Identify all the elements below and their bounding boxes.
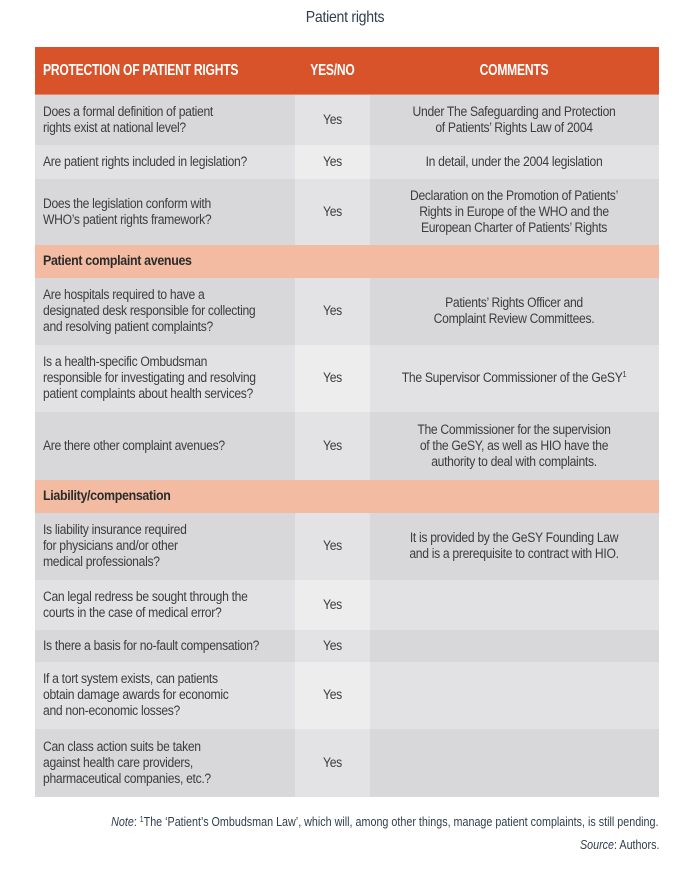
column-header-yes-no: YES/NO [295,47,370,95]
answer-cell: Yes [295,580,370,630]
table-row [35,513,659,580]
table-row [35,179,659,245]
section-title: Patient complaint avenues [35,245,659,278]
question-cell: Can class action suits be taken against health care providers, pharmaceutical companies, etc.? [35,729,295,797]
table-row [35,278,659,345]
note-label: Note [111,815,135,829]
comment-cell [370,630,659,662]
question-cell: Is liability insurance required for physicians and/or other medical professionals? [35,513,295,580]
section-row-liability [35,480,659,513]
question-cell: Is a health-specific Ombudsman responsible for investigating and resolving patient complaints about health services? [35,345,295,412]
column-header-comments: COMMENTS [370,47,659,95]
note-footnote-marker: 1 [140,815,145,824]
answer-cell: Yes [295,513,370,580]
comment-cell [370,345,659,412]
question-cell: Are hospitals required to have a designated desk responsible for collecting and resolving patient complaints? [35,278,295,345]
comment-cell: Under The Safeguarding and Protection of Patients’ Rights Law of 2004 [370,95,659,145]
comment-cell [370,580,659,630]
table-row [35,145,659,179]
answer-cell: Yes [295,95,370,145]
table-row [35,630,659,662]
footnote-marker: 1 [622,370,627,379]
answer-cell: Yes [295,145,370,179]
comment-cell: The Commissioner for the supervision of the GeSY, as well as HIO have the authority to deal with complaints. [370,412,659,480]
comment-cell: Patients’ Rights Officer and Complaint Review Committees. [370,278,659,345]
page-title: Patient rights [305,9,385,26]
section-title: Liability/compensation [35,480,659,513]
answer-cell: Yes [295,630,370,662]
answer-cell: Yes [295,412,370,480]
comment-cell: Declaration on the Promotion of Patients’ Rights in Europe of the WHO and the European Charter of Patients’ Rights [370,179,659,245]
table-row [35,662,659,729]
patient-rights-table [35,47,659,797]
table-source: Source: Authors. [579,838,659,852]
question-cell: Are there other complaint avenues? [35,412,295,480]
question-cell: If a tort system exists, can patients obtain damage awards for economic and non-economic losses? [35,662,295,729]
table-row [35,345,659,412]
comment-cell [370,729,659,797]
source-text: Authors. [618,838,659,852]
column-header-protection: PROTECTION OF PATIENT RIGHTS [35,47,295,95]
comment-text: The Supervisor Commissioner of the GeSY [401,370,623,385]
question-cell: Is there a basis for no-fault compensation? [35,630,295,662]
comment-cell: It is provided by the GeSY Founding Law and is a prerequisite to contract with HIO. [370,513,659,580]
source-label: Source [579,838,614,852]
question-cell: Does a formal definition of patient rights exist at national level? [35,95,295,145]
question-cell: Are patient rights included in legislation? [35,145,295,179]
answer-cell: Yes [295,345,370,412]
comment-cell [370,662,659,729]
answer-cell: Yes [295,179,370,245]
answer-cell: Yes [295,729,370,797]
table-row [35,95,659,145]
table-row [35,412,659,480]
table-row [35,580,659,630]
table-header-row [35,47,659,95]
section-row-complaint-avenues [35,245,659,278]
table-note: Note: $^1$The ‘Patient’s Ombudsman Law’, which will, among other things, manage patient complaints, is still pending. [111,815,660,829]
question-cell: Can legal redress be sought through the courts in the case of medical error? [35,580,295,630]
table-row [35,729,659,797]
question-cell: Does the legislation conform with WHO’s patient rights framework? [35,179,295,245]
comment-cell: In detail, under the 2004 legislation [370,145,659,179]
answer-cell: Yes [295,662,370,729]
note-text: The ‘Patient’s Ombudsman Law’, which will, among other things, manage patient complaints, is still pending. [144,815,660,829]
answer-cell: Yes [295,278,370,345]
